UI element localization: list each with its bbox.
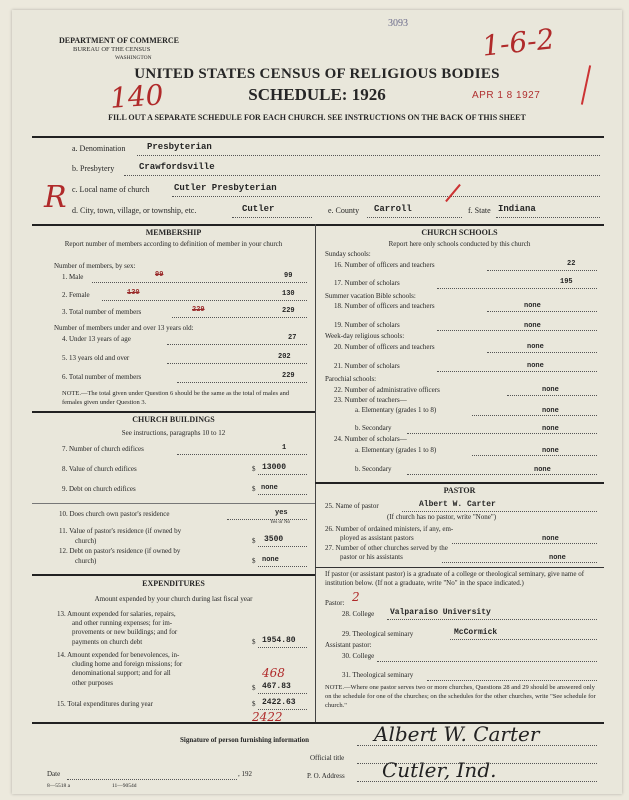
q1-value: 99 (284, 272, 293, 280)
q24a-label: a. Elementary (grades 1 to 8) (355, 446, 437, 454)
q25-hint: (If church has no pastor, write "None") (387, 513, 497, 521)
q6-label: 6. Total number of members (62, 373, 142, 381)
state-label: f. State (468, 206, 491, 215)
received-date-stamp: APR 1 8 1927 (472, 90, 541, 101)
q20-label: 20. Number of officers and teachers (334, 343, 435, 351)
q21-value: none (527, 362, 544, 370)
q6-value: 229 (282, 372, 295, 380)
q2-label: 2. Female (62, 291, 90, 299)
q16-label: 16. Number of officers and teachers (334, 261, 435, 269)
q14-value: 467.83 (262, 682, 291, 691)
q15-pencil-note: 2422 (252, 710, 283, 724)
q5-label: 5. 13 years old and over (62, 354, 130, 362)
header-rule (32, 136, 604, 138)
ident-rule (32, 224, 604, 226)
q1-label: 1. Male (62, 273, 84, 281)
expenditures-title: EXPENDITURES (142, 579, 205, 588)
q10-label: 10. Does church own pastor's residence (59, 510, 170, 518)
schools-intro: Report here only schools conducted by this church (388, 240, 531, 248)
q13-line-1: 13. Amount expended for salaries, repairs, (57, 610, 176, 618)
form-subtitle: SCHEDULE: 1926 (248, 85, 386, 104)
q4-label: 4. Under 13 years of age (62, 335, 131, 343)
q26-label-b: ployed as assistant pastors (340, 534, 414, 542)
date-label: Date (47, 770, 61, 778)
presbytery-label: b. Presbytery (72, 164, 115, 173)
q23a-label: a. Elementary (grades 1 to 8) (355, 406, 437, 414)
q15-dollar: $ (252, 700, 256, 708)
q1-struck: 99 (155, 271, 164, 279)
q10-value: yes (275, 509, 288, 517)
q12-label-b: church) (75, 557, 97, 565)
q14-line-4: other purposes (72, 679, 114, 687)
schools-rule (315, 482, 604, 484)
q14-dollar: $ (252, 684, 256, 692)
membership-rule (32, 411, 315, 413)
buildings-mid-rule (32, 503, 315, 504)
pastor-note: NOTE.—Where one pastor serves two or more churches, Questions 28 and 29 should be answered only on the schedule for one of the churches; on the schedules for the other churches, write "See schedule for church." (325, 684, 596, 709)
q19-value: none (524, 322, 541, 330)
county-value: Carroll (374, 204, 412, 214)
pastor-title: PASTOR (443, 486, 476, 495)
q8-value: 13000 (262, 463, 287, 472)
q24-label: 24. Number of scholars— (334, 435, 407, 443)
graduate-note: If pastor (or assistant pastor) is a graduate of a college or theological seminary, give name of institution below. (If not a graduate, write "No" in the space indicated.) (325, 570, 585, 587)
denomination-label: a. Denomination (72, 144, 126, 153)
corner-pencil-note: 1-6-2 (480, 22, 556, 63)
q23a-value: none (542, 407, 559, 415)
q11-label-a: 11. Value of pastor's residence (if owned by (59, 527, 182, 535)
q13-line-3: provements or new buildings; and for (72, 628, 178, 636)
q28-label: 28. College (342, 610, 375, 618)
q7-value: 1 (282, 444, 287, 452)
form-number: 8—5518 a (47, 783, 71, 789)
sunday-label: Sunday schools: (325, 250, 371, 258)
q14-line-2: cluding home and foreign missions; for (72, 660, 183, 668)
q14-line-3: denominational support; and for all (72, 669, 171, 677)
address-value: Cutler, Ind. (382, 758, 497, 782)
state-value: Indiana (498, 204, 536, 214)
local-name-value: Cutler Presbyterian (174, 183, 277, 193)
q23b-label: b. Secondary (355, 424, 392, 432)
pastor-label: Pastor: (325, 599, 345, 607)
q7-label: 7. Number of church edifices (62, 445, 144, 453)
q9-label: 9. Debt on church edifices (62, 485, 136, 493)
q24b-label: b. Secondary (355, 465, 392, 473)
q22-value: none (542, 386, 559, 394)
q13-line-2: and other running expenses; for im- (72, 619, 173, 627)
q8-label: 8. Value of church edifices (62, 465, 137, 473)
by-sex-label: Number of members, by sex: (54, 262, 136, 270)
q23b-value: none (542, 425, 559, 433)
vacation-label: Summer vacation Bible schools: (325, 292, 416, 300)
pastor-pencil-mark: 2 (352, 590, 360, 604)
q17-label: 17. Number of scholars (334, 279, 400, 287)
q31-label: 31. Theological seminary (342, 671, 414, 679)
instruction-line: FILL OUT A SEPARATE SCHEDULE FOR EACH CHURCH. SEE INSTRUCTIONS ON THE BACK OF THIS SHEET (108, 113, 526, 122)
q18-value: none (524, 302, 541, 310)
q27-label-a: 27. Number of other churches served by the (325, 544, 448, 552)
q18-label: 18. Number of officers and teachers (334, 302, 435, 310)
department-label: DEPARTMENT OF COMMERCE (59, 36, 180, 45)
address-label: P. O. Address (307, 772, 345, 780)
column-divider (315, 224, 316, 722)
signature-label: Signature of person furnishing information (180, 736, 309, 744)
date-year: , 192 (238, 770, 252, 778)
parochial-label: Parochial schools: (325, 375, 377, 383)
q9-value: none (261, 484, 278, 492)
q26-label-a: 26. Number of ordained ministers, if any, em- (325, 525, 454, 533)
local-name-label: c. Local name of church (72, 185, 150, 194)
q14-line-1: 14. Amount expended for benevolences, in- (57, 651, 180, 659)
q28-value: Valparaiso University (390, 608, 491, 617)
q13-dollar: $ (252, 638, 256, 646)
assistant-label: Assistant pastor: (325, 641, 372, 649)
q3-label: 3. Total number of members (62, 308, 142, 316)
city-town-label: d. City, town, village, or township, etc. (72, 206, 197, 215)
q25-label: 25. Name of pastor (325, 502, 379, 510)
q2-value: 130 (282, 290, 295, 298)
q16-value: 22 (567, 260, 576, 268)
print-number: 11—9054d (112, 783, 137, 789)
q4-value: 27 (288, 334, 297, 342)
red-tick (445, 184, 461, 202)
q20-value: none (527, 343, 544, 351)
q24a-value: none (542, 447, 559, 455)
city-town-value: Cutler (242, 204, 275, 214)
q3-value: 229 (282, 307, 295, 315)
serial-number: 3093 (388, 18, 408, 29)
q12-dollar: $ (252, 557, 256, 565)
q15-label: 15. Total expenditures during year (57, 700, 153, 708)
q9-dollar: $ (252, 485, 256, 493)
q25-value: Albert W. Carter (419, 500, 496, 509)
q21-label: 21. Number of scholars (334, 362, 400, 370)
q27-value: none (549, 554, 566, 562)
denomination-value: Presbyterian (147, 142, 212, 152)
q8-dollar: $ (252, 465, 256, 473)
q29-label: 29. Theological seminary (342, 630, 414, 638)
county-label: e. County (328, 206, 360, 215)
q11-dollar: $ (252, 537, 256, 545)
margin-r-mark: R (44, 180, 67, 215)
pencil-number: 140 (108, 78, 165, 115)
q24b-value: none (534, 466, 551, 474)
q22-label: 22. Number of administrative officers (334, 386, 440, 394)
membership-title: MEMBERSHIP (145, 228, 202, 237)
q14-pencil-note: 468 (262, 666, 285, 680)
bureau-label: BUREAU OF THE CENSUS (73, 46, 151, 53)
expenditures-intro: Amount expended by your church during last fiscal year (94, 595, 253, 603)
city-label: WASHINGTON (115, 55, 152, 61)
q13-value: 1954.80 (262, 636, 296, 645)
form-title: UNITED STATES CENSUS OF RELIGIOUS BODIES (134, 66, 500, 82)
q27-label-b: pastor or his assistants (340, 553, 403, 561)
q13-line-4: payments on church debt (72, 638, 143, 646)
q3-struck: 229 (192, 306, 205, 314)
q26-value: none (542, 535, 559, 543)
q17-value: 195 (560, 278, 573, 286)
q11-value: 3500 (264, 535, 284, 544)
presbytery-value: Crawfordsville (139, 162, 215, 172)
signature: Albert W. Carter (374, 722, 540, 746)
schools-title: CHURCH SCHOOLS (421, 228, 498, 237)
q29-value: McCormick (454, 628, 498, 637)
q15-value: 2422.63 (262, 698, 296, 707)
q10-hint: Yes or No (270, 520, 291, 525)
q11-label-b: church) (75, 537, 97, 545)
census-schedule-sheet (12, 10, 622, 794)
q23-label: 23. Number of teachers— (334, 396, 407, 404)
buildings-title: CHURCH BUILDINGS (132, 415, 215, 424)
q12-value: none (262, 556, 279, 564)
q2-struck: 130 (127, 289, 140, 297)
q30-label: 30. College (342, 652, 375, 660)
membership-note: NOTE.—The total given under Question 6 should be the same as the total of males and females given under Question 3. (62, 390, 290, 406)
weekday-label: Week-day religious schools: (325, 332, 405, 340)
buildings-intro: See instructions, paragraphs 10 to 12 (121, 429, 226, 437)
membership-intro: Report number of members according to definition of member in your church (64, 240, 283, 248)
official-title-label: Official title (310, 754, 345, 762)
pastor-mid-rule (315, 567, 604, 568)
q5-value: 202 (278, 353, 291, 361)
q12-label-a: 12. Debt on pastor's residence (if owned by (59, 547, 181, 555)
q19-label: 19. Number of scholars (334, 321, 400, 329)
buildings-rule (32, 574, 315, 576)
age-intro: Number of members under and over 13 years old: (54, 324, 194, 332)
